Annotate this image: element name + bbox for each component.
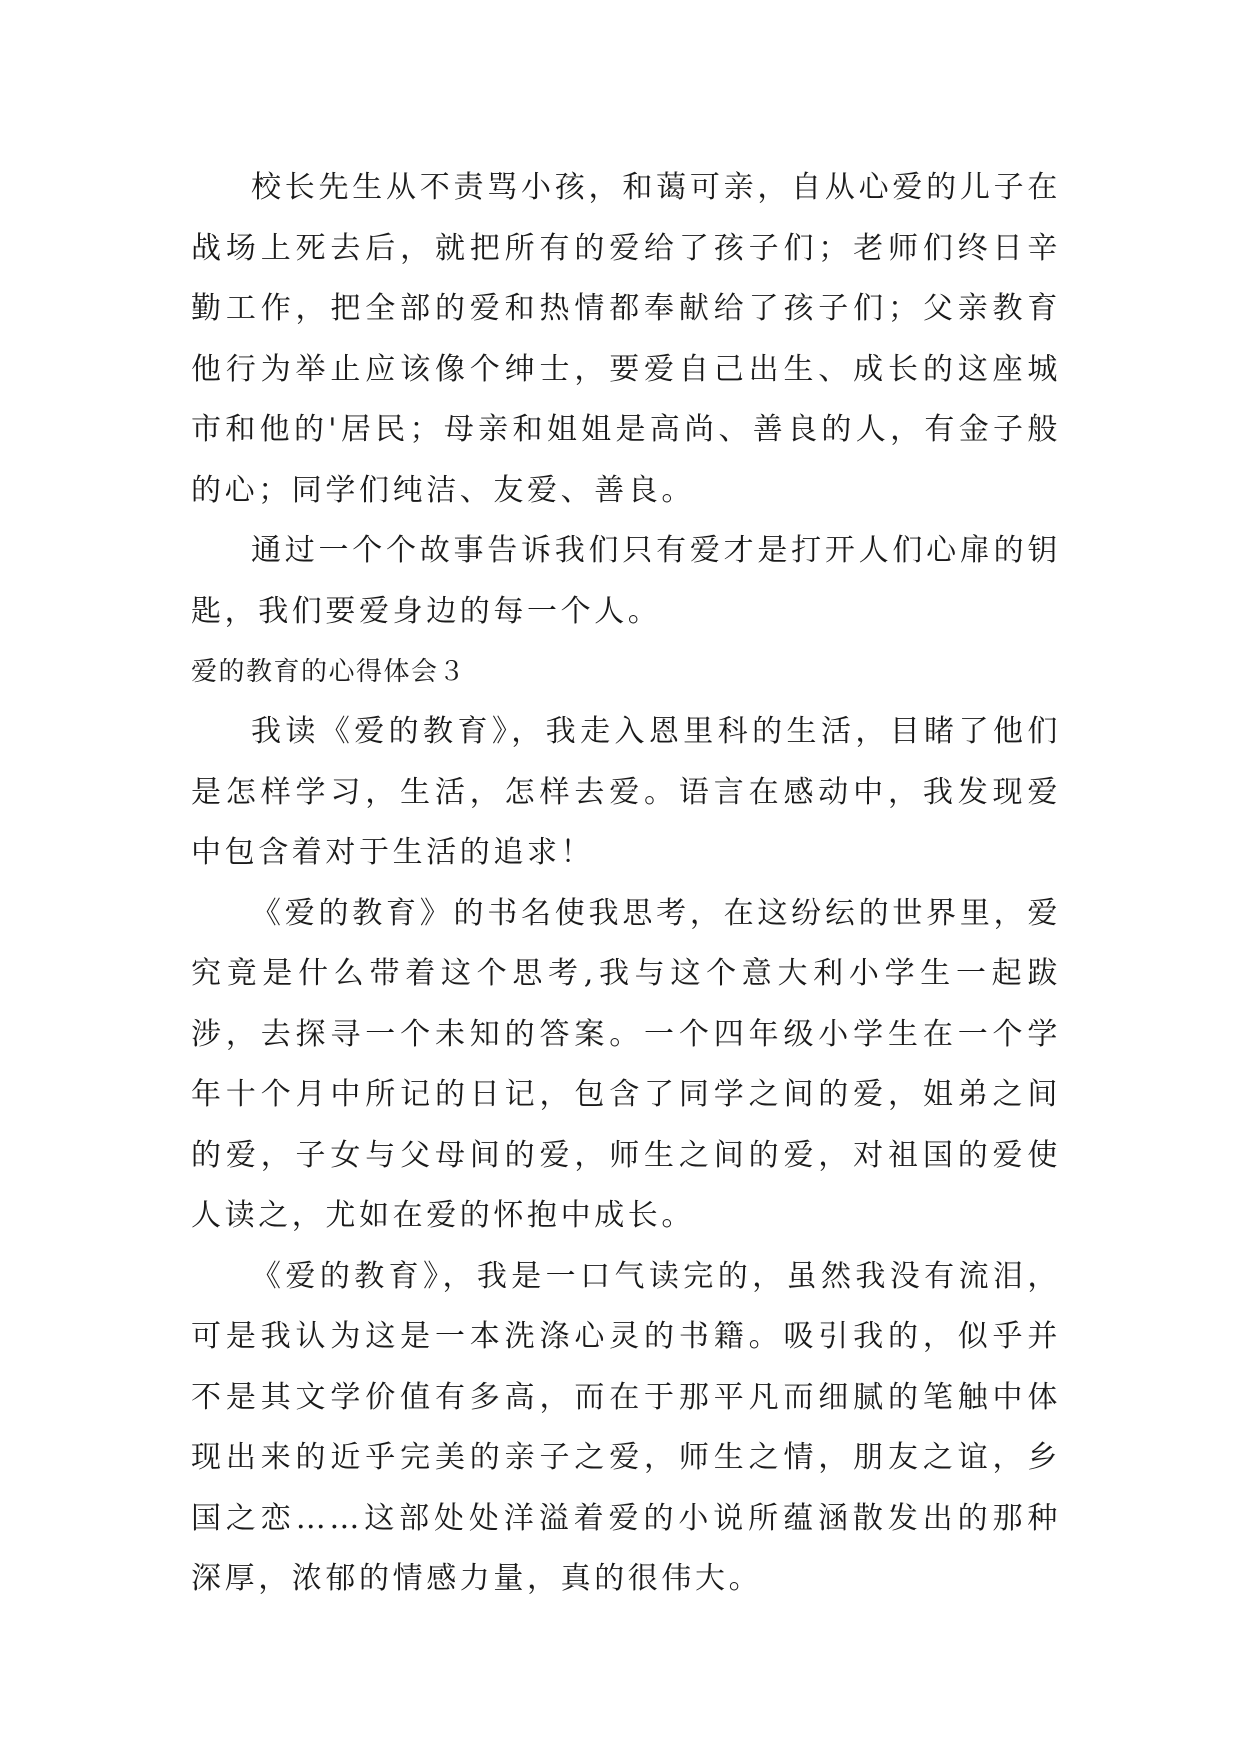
document-body: [191, 158, 1061, 1610]
section-heading: 爱的教育的心得体会３: [191, 657, 467, 687]
paragraph-principal-teachers-parents: 校长先生从不责骂小孩，和蔼可亲，自从心爱的儿子在战场上死去后，就把所有的爱给了孩子们；老师们终日辛勤工作，把全部的爱和热情都奉献给了孩子们；父亲教育他行为举止应该像个绅士，要爱自己出生、成长的这座城市和他的'居民；母亲和姐姐是高尚、善良的人，有金子般的心；同学们纯洁、友爱、善良。: [191, 170, 1061, 508]
paragraph-book-title-thoughts: 《爱的教育》的书名使我思考，在这纷纭的世界里，爱究竟是什么带着这个思考,我与这个意大利小学生一起跋涉，去探寻一个未知的答案。一个四年级小学生在一个学年十个月中所记的日记，包含了同学之间的爱，姐弟之间的爱，子女与父母间的爱，师生之间的爱，对祖国的爱使人读之，尤如在爱的怀抱中成长。: [191, 895, 1061, 1233]
paragraph-read-in-one-go: 《爱的教育》，我是一口气读完的，虽然我没有流泪，可是我认为这是一本洗涤心灵的书籍。吸引我的，似乎并不是其文学价值有多高，而在于那平凡而细腻的笔触中体现出来的近乎完美的亲子之爱，师生之情，朋友之谊，乡国之恋……这部处处洋溢着爱的小说所蕴涵散发出的那种深厚，浓郁的情感力量，真的很伟大。: [191, 1258, 1061, 1596]
paragraph-reading-enrico: 我读《爱的教育》，我走入恩里科的生活，目睹了他们是怎样学习，生活，怎样去爱。语言在感动中，我发现爱中包含着对于生活的追求！: [191, 714, 1061, 870]
paragraph-love-key: 通过一个个故事告诉我们只有爱才是打开人们心扉的钥匙，我们要爱身边的每一个人。: [191, 533, 1061, 629]
